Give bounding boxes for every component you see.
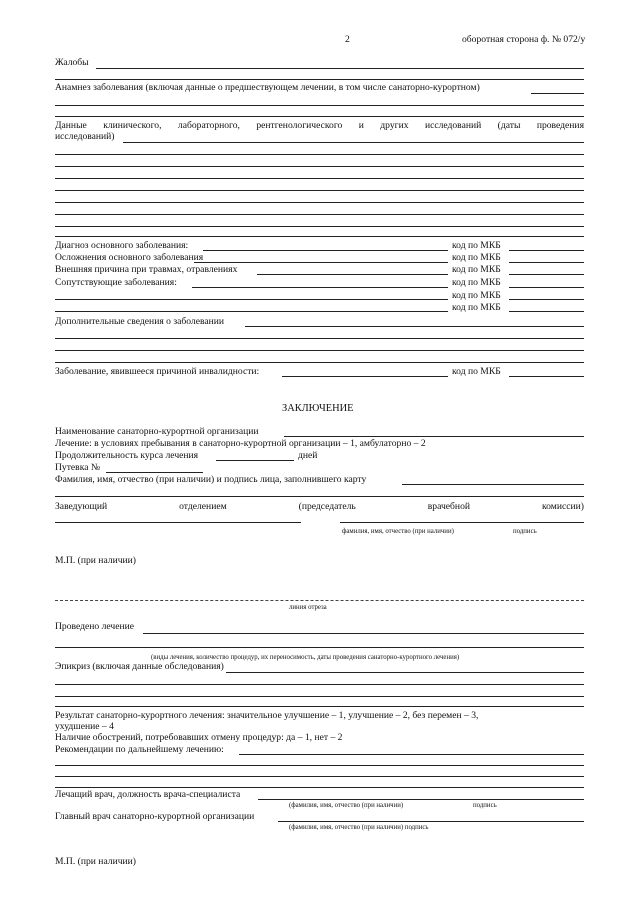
page-number: 2 [345,34,350,45]
external-cause-label: Внешняя причина при травмах, отравлениях [55,264,238,275]
complaints-label: Жалобы [55,57,89,68]
treatment-done-label: Проведено лечение [55,621,135,632]
recommendations-line[interactable] [55,776,584,777]
complaints-line[interactable] [55,79,584,80]
attending-signature-caption: подпись [473,802,497,809]
anamnesis-line[interactable] [55,105,584,106]
complications-label: Осложнения основного заболевания [55,252,204,263]
voucher-label: Путевка № [55,462,101,473]
mkb-code-label: код по МКБ [452,277,501,288]
recommendations-label: Рекомендации по дальнейшему лечению: [55,744,224,755]
concomitant-line[interactable] [192,287,448,288]
filler-line[interactable] [55,496,584,497]
main-diagnosis-line[interactable] [203,250,448,251]
mkb-code-label: код по МКБ [452,290,501,301]
research-word: и [358,120,364,131]
additional-info-line[interactable] [245,326,584,327]
cut-line-label: линия отреза [289,604,327,611]
treatment-type-label: Лечение: в условиях пребывания в санаторно-курортной организации – 1, амбулаторно – 2 [55,438,426,449]
research-line[interactable] [55,226,584,227]
result-label: Результат санаторно-курортного лечения: значительное улучшение – 1, улучшение – 2, без перемен – 3, [55,710,479,721]
mkb-code-field[interactable] [509,299,584,300]
research-word: Данные [55,120,87,131]
research-line[interactable] [55,214,584,215]
anamnesis-line[interactable] [531,93,584,94]
org-name-line[interactable] [284,436,584,437]
cut-line [55,600,584,601]
research-word: рентгенологического [256,120,343,131]
org-name-label: Наименование санаторно-курортной организации [55,426,259,437]
treatment-done-line[interactable] [143,633,584,634]
head-of-department-label [55,502,584,512]
research-label-cont: исследований) [55,131,115,142]
head-word: врачебной [427,501,470,512]
filler-line[interactable] [402,484,584,485]
recommendations-line[interactable] [55,787,584,788]
exacerbations-label: Наличие обострений, потребовавших отмену процедур: да – 1, нет – 2 [55,732,343,743]
head-word: отделением [179,501,227,512]
research-word: других [380,120,409,131]
additional-info-line[interactable] [55,350,584,351]
head-signature-caption: подпись [513,528,537,535]
mkb-code-field[interactable] [509,250,584,251]
complaints-line[interactable] [96,68,584,69]
concomitant-label: Сопутствующие заболевания: [55,277,177,288]
disability-label: Заболевание, явившееся причиной инвалидности: [55,366,260,377]
additional-info-label: Дополнительные сведения о заболевании [55,316,225,327]
epicrisis-line[interactable] [55,684,584,685]
form-side-label: оборотная сторона ф. № 072/у [462,34,586,45]
duration-label: Продолжительность курса лечения [55,450,199,461]
epicrisis-label: Эпикриз (включая данные обследования) [55,661,224,672]
research-line[interactable] [55,166,584,167]
research-word: лабораторного, [177,120,240,131]
mkb-code-field[interactable] [509,274,584,275]
anamnesis-line[interactable] [55,116,584,117]
conclusion-title: ЗАКЛЮЧЕНИЕ [282,403,354,414]
chief-name-caption: (фамилия, имя, отчество (при наличии) подпись [289,824,429,831]
attending-name-caption: (фамилия, имя, отчество (при наличии) [289,802,404,809]
research-label [55,121,584,131]
head-word: (председатель [298,501,356,512]
attending-doctor-line[interactable] [258,799,584,800]
stamp-label: М.П. (при наличии) [55,555,136,566]
anamnesis-label: Анамнез заболевания (включая данные о предшествующем лечении, в том числе санаторно-курортном) [55,82,480,93]
research-line[interactable] [55,178,584,179]
treatment-done-caption: (виды лечения, количество процедур, их переносимость, даты проведения санаторно-курортного лечения) [151,654,460,661]
chief-doctor-label: Главный врач санаторно-курортной организации [55,811,255,822]
head-name-caption: фамилия, имя, отчество (при наличии) [342,528,454,535]
additional-info-line[interactable] [55,362,584,363]
complications-line[interactable] [194,262,448,263]
mkb-code-label: код по МКБ [452,302,501,313]
mkb-code-field[interactable] [509,287,584,288]
concomitant-line[interactable] [55,299,448,300]
head-word: Заведующий [55,501,108,512]
mkb-code-label: код по МКБ [452,264,501,275]
research-line[interactable] [55,154,584,155]
research-word: проведения [536,120,584,131]
research-line[interactable] [55,190,584,191]
disability-line[interactable] [282,376,448,377]
result-label-cont: ухудшение – 4 [55,721,114,732]
research-word: (даты [497,120,521,131]
filler-label: Фамилия, имя, отчество (при наличии) и подпись лица, заполнившего карту [55,474,367,485]
chief-doctor-line[interactable] [278,821,584,822]
epicrisis-line[interactable] [55,696,584,697]
recommendations-line[interactable] [55,765,584,766]
mkb-code-label: код по МКБ [452,366,501,377]
head-name-line[interactable] [340,522,584,523]
epicrisis-line[interactable] [226,672,584,673]
epicrisis-line[interactable] [55,706,584,707]
days-label: дней [298,450,318,461]
head-word: комиссии) [541,501,584,512]
mkb-code-label: код по МКБ [452,252,501,263]
research-line[interactable] [123,142,584,143]
head-name-line[interactable] [55,522,301,523]
voucher-field[interactable] [106,472,203,473]
treatment-done-line[interactable] [55,647,584,648]
duration-field[interactable] [216,460,294,461]
external-cause-line[interactable] [257,274,448,275]
research-line[interactable] [55,236,584,237]
attending-doctor-label: Лечащий врач, должность врача-специалиста [55,789,241,800]
concomitant-line[interactable] [55,311,448,312]
mkb-code-field[interactable] [509,262,584,263]
mkb-code-label: код по МКБ [452,240,501,251]
stamp-label: М.П. (при наличии) [55,856,136,867]
research-word: исследований [424,120,482,131]
recommendations-line[interactable] [239,754,584,755]
main-diagnosis-label: Диагноз основного заболевания: [55,240,189,251]
mkb-code-field[interactable] [509,311,584,312]
mkb-code-field[interactable] [509,376,584,377]
research-line[interactable] [55,202,584,203]
research-word: клинического, [103,120,162,131]
additional-info-line[interactable] [55,338,584,339]
